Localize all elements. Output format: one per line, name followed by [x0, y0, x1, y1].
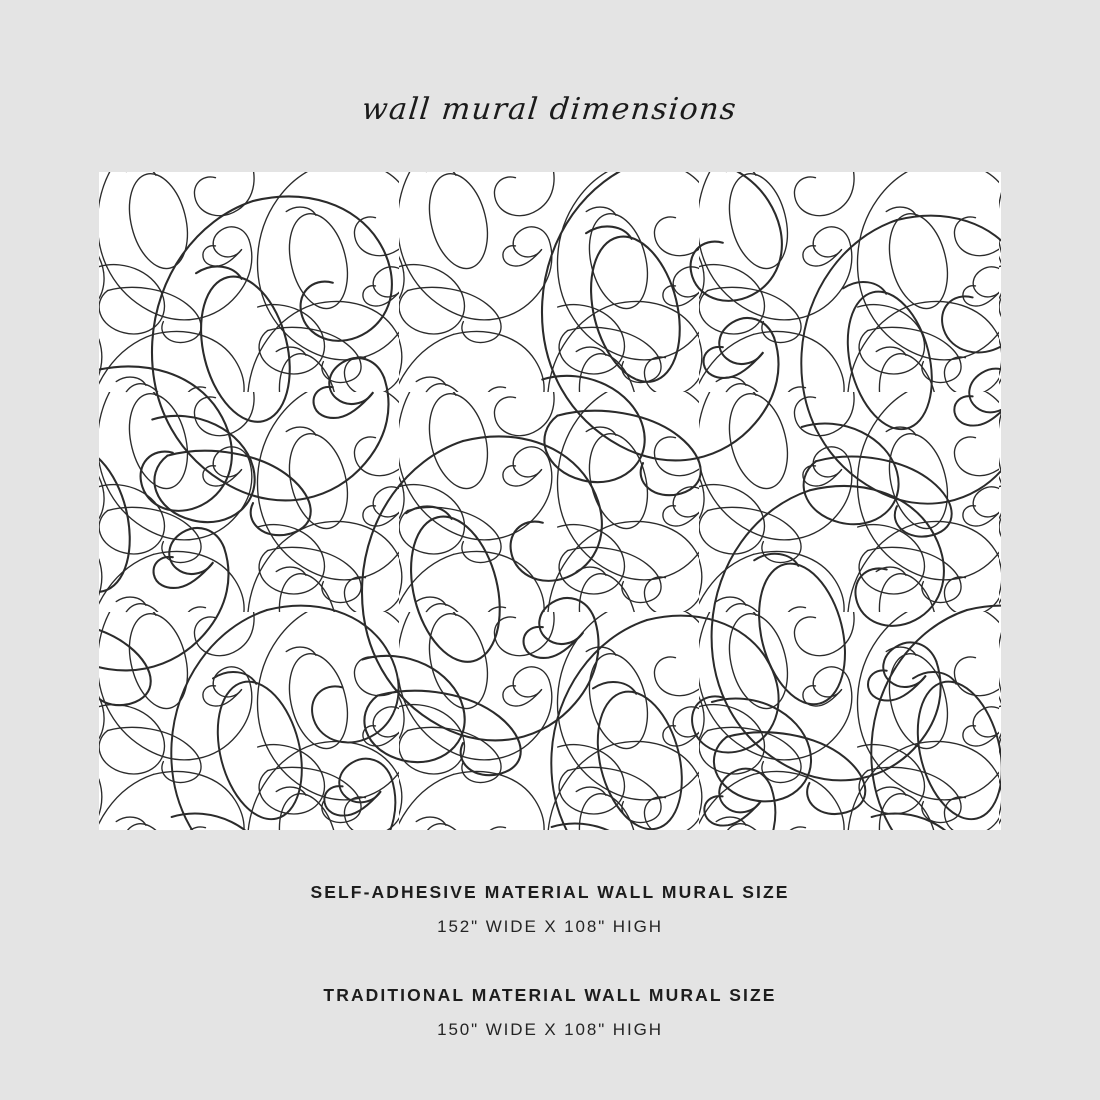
spec-value: 150" WIDE X 108" HIGH	[437, 1020, 663, 1039]
specs-list	[0, 882, 1100, 1040]
spec-self-adhesive	[0, 882, 1100, 937]
abstract-faces-pattern	[99, 172, 1001, 830]
spec-heading: SELF-ADHESIVE MATERIAL WALL MURAL SIZE	[310, 882, 790, 902]
page-title: wall mural dimensions	[360, 92, 740, 127]
spec-heading: TRADITIONAL MATERIAL WALL MURAL SIZE	[323, 985, 777, 1005]
mural-preview	[99, 172, 1001, 830]
spec-value: 152" WIDE X 108" HIGH	[437, 917, 663, 936]
spec-traditional	[0, 985, 1100, 1040]
